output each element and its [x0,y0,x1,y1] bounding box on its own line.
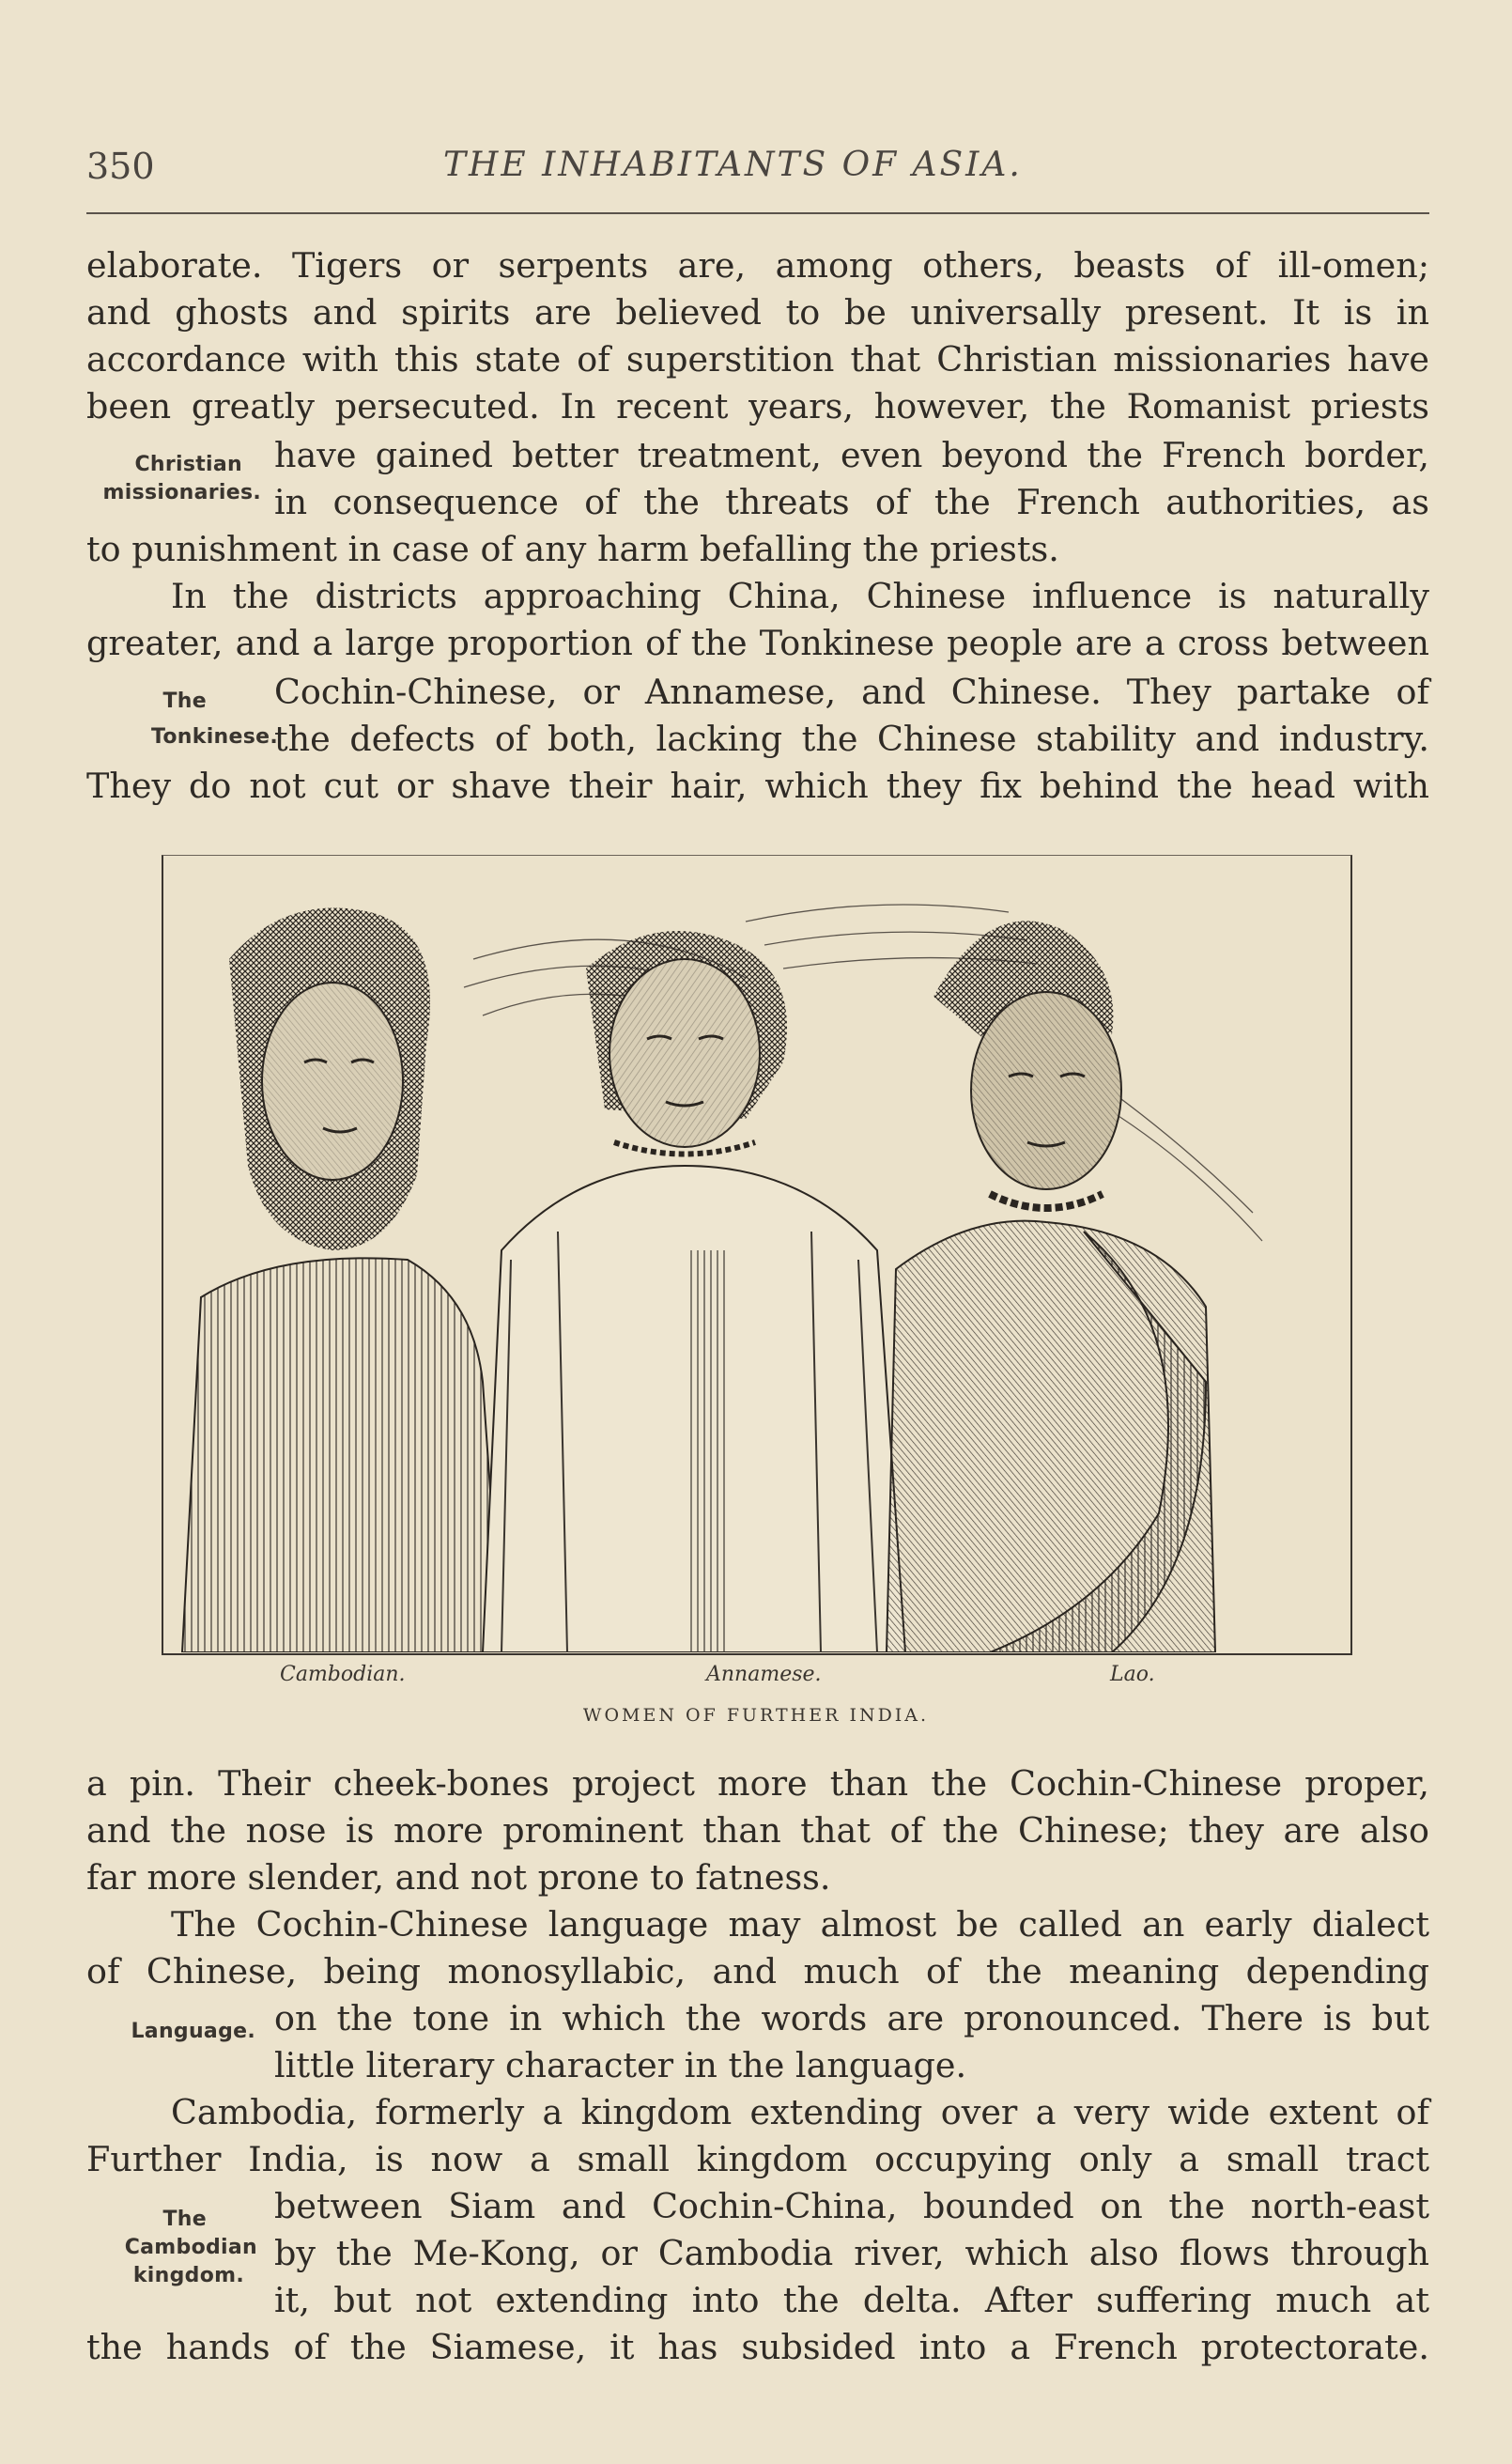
text-line: elaborate. Tigers or serpents are, among others, beasts of ill-omen; [86,245,1429,286]
figure-label-lao: Lao. [1110,1663,1155,1686]
sidenote: kingdom. [132,2264,244,2287]
text-line: little literary character in the language. [274,2045,967,2085]
sidenote: Language. [131,2020,255,2043]
sidenote: Cambodian [124,2236,257,2259]
figure-label-cambodian: Cambodian. [280,1663,406,1686]
figure-cambodian [182,908,501,1652]
text-line: have gained better treatment, even beyond the French border, [274,435,1429,475]
text-line: been greatly persecuted. In recent years, however, the Romanist priests [86,386,1429,426]
text-line: They do not cut or shave their hair, which they fix behind the head with [86,766,1429,806]
text-line: between Siam and Cochin-China, bounded on the north-east [274,2186,1429,2226]
text-line: far more slender, and not prone to fatness. [86,1857,831,1898]
running-title: THE INHABITANTS OF ASIA. [443,146,1023,184]
text-line: and ghosts and spirits are believed to be universally present. It is in [86,292,1429,333]
text-line: the hands of the Siamese, it has subsided into a French protectorate. [86,2327,1429,2367]
figure-annamese [483,931,905,1652]
sidenote: The [162,2208,207,2231]
text-line: by the Me-Kong, or Cambodia river, which also flows through [274,2233,1429,2273]
text-line: Cambodia, formerly a kingdom extending over a very wide extent of [171,2092,1429,2132]
text-line: a pin. Their cheek-bones project more than the Cochin-Chinese proper, [86,1763,1429,1804]
figure-label-annamese: Annamese. [706,1663,822,1686]
text-line: it, but not extending into the delta. After suffering much at [274,2280,1429,2320]
sidenote: missionaries. [102,481,261,504]
text-line: Cochin-Chinese, or Annamese, and Chinese. They partake of [274,672,1429,712]
text-line: greater, and a large proportion of the Tonkinese people are a cross between [86,623,1429,663]
text-line: accordance with this state of superstition that Christian missionaries have [86,339,1429,380]
text-line: In the districts approaching China, Chinese influence is naturally [171,576,1429,616]
text-line: the defects of both, lacking the Chinese stability and industry. [274,719,1429,759]
text-line: on the tone in which the words are pronounced. There is but [274,1998,1429,2038]
running-head [86,146,1429,202]
figure-lao [887,921,1215,1652]
text-line: to punishment in case of any harm befalling the priests. [86,529,1059,569]
header-rule [86,212,1429,214]
sidenote: Christian [134,453,242,476]
figure-title: WOMEN OF FURTHER INDIA. [582,1705,930,1726]
text-line: and the nose is more prominent than that of the Chinese; they are also [86,1810,1429,1851]
page-number: 350 [86,146,155,187]
engraving-figure [162,855,1352,1655]
sidenote: The [162,690,207,713]
text-line: in consequence of the threats of the French authorities, as [274,482,1429,522]
text-line: of Chinese, being monosyllabic, and much of the meaning depending [86,1951,1429,1991]
engraving-illustration [163,856,1350,1652]
text-line: Further India, is now a small kingdom occupying only a small tract [86,2139,1429,2179]
text-line: The Cochin-Chinese language may almost be called an early dialect [171,1904,1429,1945]
sidenote: Tonkinese. [151,725,278,749]
